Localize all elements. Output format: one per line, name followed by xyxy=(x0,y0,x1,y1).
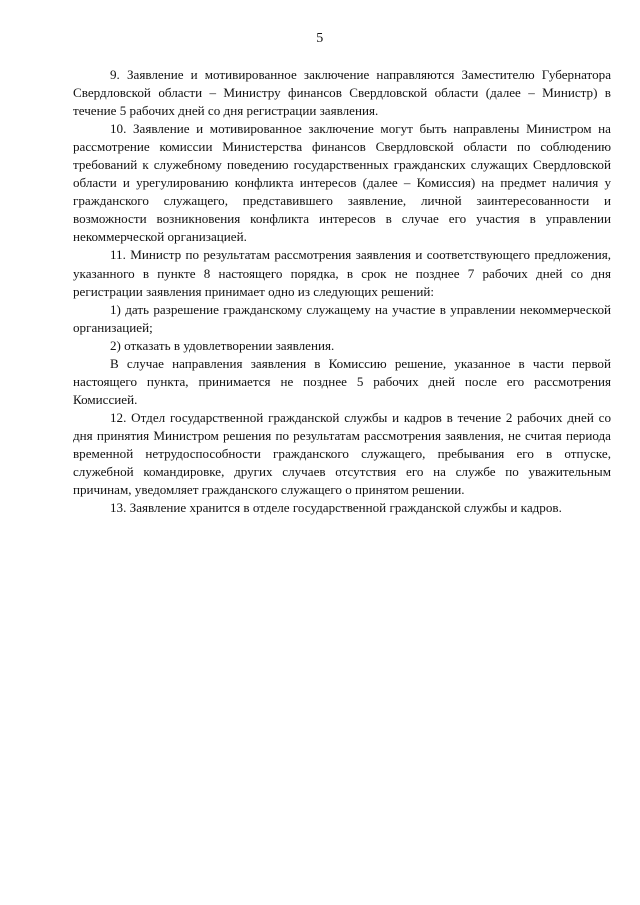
paragraph-item-9: 9. Заявление и мотивированное заключение направляются Заместителю Губернатора Свердловской области – Министру финансов Свердловской области (далее – Министр) в течение 5 рабочих дней со дня регистрации заявления. xyxy=(73,67,611,119)
paragraph-subitem-1: 1) дать разрешение гражданскому служащему на участие в управлении некоммерческой организацией; xyxy=(73,301,611,335)
page-number: 5 xyxy=(316,31,324,46)
paragraph-subitem-2: 2) отказать в удовлетворении заявления. xyxy=(110,337,335,353)
paragraph-item-10: 10. Заявление и мотивированное заключение могут быть направлены Министром на рассмотрение комиссии Министерства финансов Свердловской области по соблюдению требований к служебному поведению государственных гражданских служащих Свердловской области и урегулированию конфликта интересов (далее – Комиссия) на предмет наличия у гражданского служащего, представившего заявление, личной заинтересованности и возможности возникновения конфликта интересов в случае его участия в управлении некоммерческой организацией. xyxy=(73,121,611,245)
paragraph-commission-note: В случае направления заявления в Комиссию решение, указанное в части первой настоящего пункта, принимается не позднее 5 рабочих дней после его рассмотрения Комиссией. xyxy=(73,355,611,407)
paragraph-item-12: 12. Отдел государственной гражданской службы и кадров в течение 2 рабочих дней со дня принятия Министром решения по результатам рассмотрения заявления, не считая периода временной нетрудоспособности гражданского служащего, пребывания его в отпуске, служебной командировке, других случаев отсутствия его на службе по уважительным причинам, уведомляет гражданского служащего о принятом решении. xyxy=(73,409,611,498)
paragraph-item-13: 13. Заявление хранится в отделе государственной гражданской службы и кадров. xyxy=(110,500,562,516)
paragraph-item-11: 11. Министр по результатам рассмотрения заявления и соответствующего предложения, указанного в пункте 8 настоящего порядка, в срок не позднее 7 рабочих дней со дня регистрации заявления принимает одно из следующих решений: xyxy=(73,247,611,299)
document-body xyxy=(73,66,611,517)
